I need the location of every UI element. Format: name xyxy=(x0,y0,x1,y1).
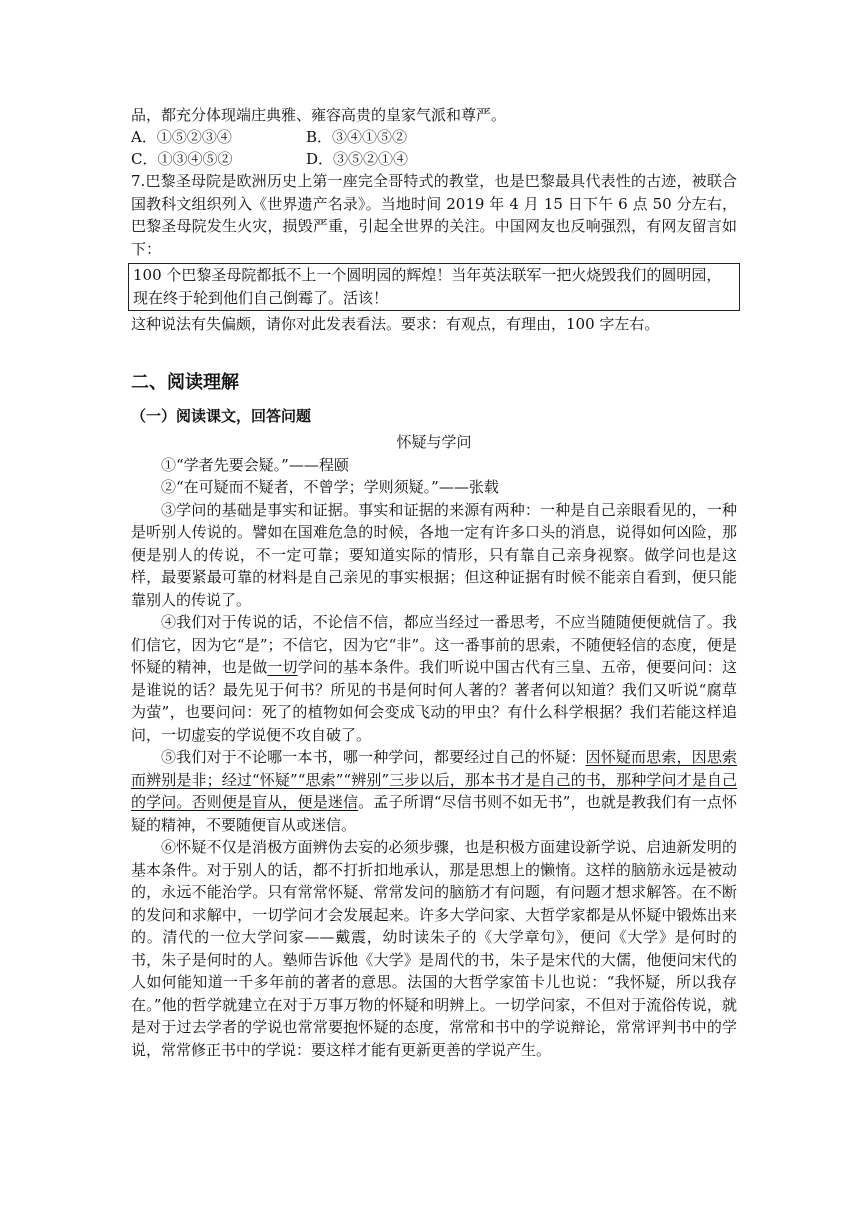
question-7-intro: 7.巴黎圣母院是欧洲历史上第一座完全哥特式的教堂，也是巴黎最具代表性的古迹，被联合国教科文组织列入《世界遗产名录》。当地时间 2019 年 4 月 15 日下午 6 点 50 分左右，巴黎圣母院发生火灾，损毁严重，引起全世界的关注。中国网友也反响强烈，有网友留言如下： xyxy=(131,172,737,258)
paragraph-3: ③学问的基础是事实和证据。事实和证据的来源有两种：一种是自己亲眼看见的，一种是听别人传说的。譬如在国难危急的时候，各地一定有许多口头的消息，说得如何凶险，那便是别人的传说，不一定可靠；要知道实际的情形，只有靠自己亲身视察。做学问也是这样，最要紧最可靠的材料是自己亲见的事实根据；但这种证据有时候不能亲自看到，便只能靠别人的传说了。 xyxy=(131,500,737,609)
paragraph-4-part-1: ④我们对于传说的话，不论信不信，都应当经过一番思考，不应当随随便便就信了。我们信它，因为它“是”；不信它，因为它“非”。这一番事前的思索，不随便轻信的态度，便是怀疑的精神，也是做 xyxy=(131,613,737,676)
paragraph-2: ②“在可疑而不疑者，不曾学；学则须疑。”——张载 xyxy=(161,478,499,496)
option-a: A．①⑤②③④ xyxy=(131,128,232,146)
option-d: D．③⑤②①④ xyxy=(306,150,409,168)
option-b: B．③④①⑤② xyxy=(306,128,408,146)
paragraph-5 xyxy=(131,746,737,836)
paragraph-5-part-2: 。孟子所谓“尽信书则不如无书”，也就是教我们有一点怀疑的精神，不要随便盲从或迷信。 xyxy=(131,793,737,834)
section-subtitle: （一）阅读课文，回答问题 xyxy=(131,406,312,425)
paragraph-5-part-1: ⑤我们对于不论哪一本书，哪一种学问，都要经过自己的怀疑： xyxy=(161,748,586,766)
question-6-tail: 品，都充分体现端庄典雅、雍容高贵的皇家气派和尊严。 xyxy=(131,106,507,124)
paragraph-4-part-2: 学问的基本条件。我们听说中国古代有三皇、五帝，便要问问：这是谁说的话？最先见于何书？所见的书是何时何人著的？著者何以知道？我们又听说“腐草为萤”，也要问问：死了的植物如何会变成飞动的甲虫？有什么科学根据？我们若能这样追问，一切虚妄的学说便不攻自破了。 xyxy=(131,658,737,744)
option-c: C．①③④⑤② xyxy=(131,150,233,168)
document-page xyxy=(131,104,737,1061)
section-title: 二、阅读理解 xyxy=(131,371,239,393)
paragraph-1: ①“学者先要会疑。”——程颐 xyxy=(161,455,349,474)
question-6-options-row-2 xyxy=(131,148,737,170)
question-7-prompt: 这种说法有失偏颇，请你对此发表看法。要求：有观点，有理由，100 字左右。 xyxy=(131,315,660,333)
netizen-comment-box: 100 个巴黎圣母院都抵不上一个圆明园的辉煌！当年英法联军一把火烧毁我们的圆明园，现在终于轮到他们自己倒霉了。活该！ xyxy=(128,263,740,311)
question-6-options-row-1 xyxy=(131,126,737,148)
paragraph-4 xyxy=(131,611,737,746)
underlined-sentence: 因怀疑而思索，因思索而辨别是非；经过“怀疑”“思索”“辨别”三步以后，那本书才是自己的书，那种学问才是自己的学问。否则便是盲从，便是迷信 xyxy=(131,748,737,811)
underlined-word: 一切 xyxy=(267,658,298,676)
paragraph-6: ⑥怀疑不仅是消极方面辨伪去妄的必须步骤，也是积极方面建设新学说、启迪新发明的基本条件。对于别人的话，都不打折扣地承认，那是思想上的懒惰。这样的脑筋永远是被动的，永远不能治学。只有常常怀疑、常常发问的脑筋才有问题，有问题才想求解答。在不断的发问和求解中，一切学问才会发展起来。许多大学问家、大哲学家都是从怀疑中锻炼出来的。清代的一位大学问家——戴震，幼时读朱子的《大学章句》，便问《大学》是何时的书，朱子是何时的人。塾师告诉他《大学》是周代的书，朱子是宋代的大儒，他便问宋代的人如何能知道一千多年前的著者的意思。法国的大哲学家笛卡儿也说：“我怀疑，所以我存在。”他的哲学就建立在对于万事万物的怀疑和明辨上。一切学问家，不但对于流俗传说，就是对于过去学者的学说也常常要抱怀疑的态度，常常和书中的学说辩论，常常评判书中的学说，常常修正书中的学说：要这样才能有更新更善的学说产生。 xyxy=(131,838,737,1059)
article-title: 怀疑与学问 xyxy=(396,432,472,451)
